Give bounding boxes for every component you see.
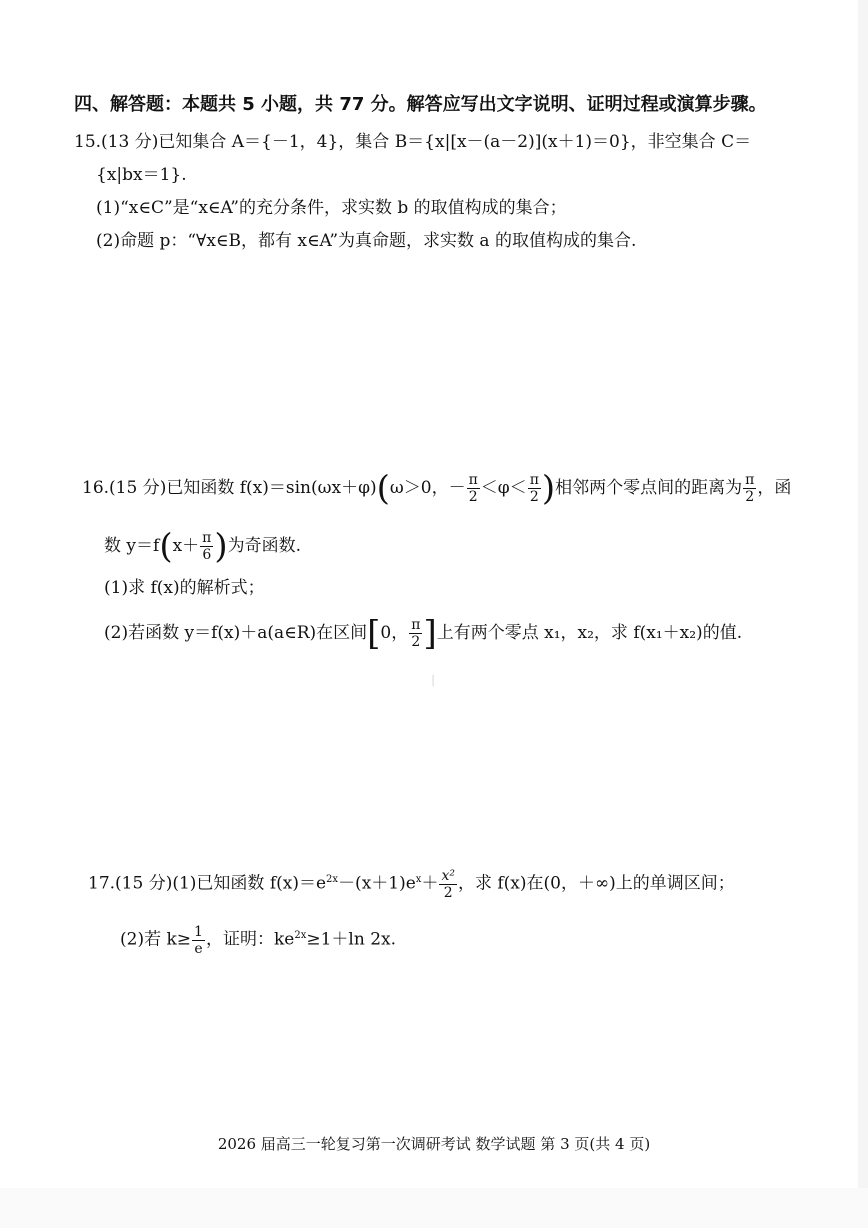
fraction-1-over-e: $\frac{1}{e}$ [194,923,203,957]
section-heading: 四、解答题：本题共 5 小题，共 77 分。解答应写出文字说明、证明过程或演算步骤。 [74,94,767,115]
fraction-pi-over-2: $\frac{\pi}{2}$ [745,472,755,505]
exponent-2x: 2x [326,874,339,885]
q17-part1-b: －(x＋1)e [338,873,416,894]
fraction-pi-over-6: $\frac{\pi}{6}$ [202,530,212,563]
q17-part2-c: ≥1＋ln 2x. [306,929,397,950]
left-paren: ( [159,526,173,567]
q17-part2-b: ，证明：ke [205,929,295,950]
q15-intro-a: 已知集合 A＝{－1，4}，集合 B＝{x|[x－(a－2)](x＋1)＝0}，非空集合 C＝ [158,132,752,152]
right-paren: ) [541,468,556,509]
q16-part2-c: 上有两个零点 x₁，x₂，求 f(x₁＋x₂)的值. [436,623,743,643]
q15-intro-line1 [74,130,751,154]
q16-part2 [104,613,743,654]
left-bracket: [ [367,613,381,654]
q17-part2-a: (2)若 k≥ [120,929,192,950]
q15-part2: (2)命题 p：“∀x∈B，都有 x∈A”为真命题，求实数 a 的取值构成的集合. [96,231,637,251]
q16-line2-c: 为奇函数. [227,536,302,556]
q16-cond-b: ＜φ＜ [480,478,527,498]
q16-text1: 已知函数 f(x)＝sin(ωx＋φ) [166,478,377,498]
q15-part1: (1)“x∈C”是“x∈A”的充分条件，求实数 b 的取值构成的集合； [96,198,567,218]
right-paren: ) [214,526,228,567]
exponent-x: x [415,874,422,885]
scan-edge-right [858,0,868,1228]
q17-part1-c: ＋ [421,873,439,894]
q16-part2-a: (2)若函数 y＝f(x)＋a(a∈R)在区间 [104,623,368,643]
q16-text2: 相邻两个零点间的距离为 [555,478,743,498]
q16-text3: ，函 [757,478,792,498]
fraction-x2-over-2: $\frac{\text{x²}}{2}$ [441,867,455,901]
q16-line1 [82,468,792,509]
scan-edge-bottom [0,1188,868,1228]
q17-part1-d: ，求 f(x)在(0，＋∞)上的单调区间； [457,873,735,894]
right-bracket: ] [423,613,437,654]
q16-part1: (1)求 f(x)的解析式； [104,578,265,598]
page-footer: 2026 届高三一轮复习第一次调研考试 数学试题 第 3 页(共 4 页) [217,1135,651,1153]
q16-line2 [104,526,302,567]
q16-line2-b: x＋ [172,536,200,556]
q17-part1 [88,868,735,900]
q16-cond-a: ω＞0，－ [389,478,466,498]
q15-number: 15.(13 分) [74,132,159,152]
fraction-pi-over-2: $\frac{\pi}{2}$ [529,472,539,505]
q16-line2-a: 数 y＝f [104,536,160,556]
scan-artifact: │ [430,676,437,687]
q17-part2 [120,924,396,956]
exponent-2x: 2x [294,930,307,941]
q16-part2-b: 0， [380,623,409,643]
q17-number: 17.(15 分) [88,873,173,894]
fraction-pi-over-2: $\frac{\pi}{2}$ [411,617,421,650]
q16-number: 16.(15 分) [82,478,167,498]
q15-intro-line2: {x|bx＝1}. [96,165,187,185]
q17-part1-a: (1)已知函数 f(x)＝e [172,873,327,894]
fraction-pi-over-2: $\frac{\pi}{2}$ [468,472,478,505]
left-paren: ( [376,468,390,509]
